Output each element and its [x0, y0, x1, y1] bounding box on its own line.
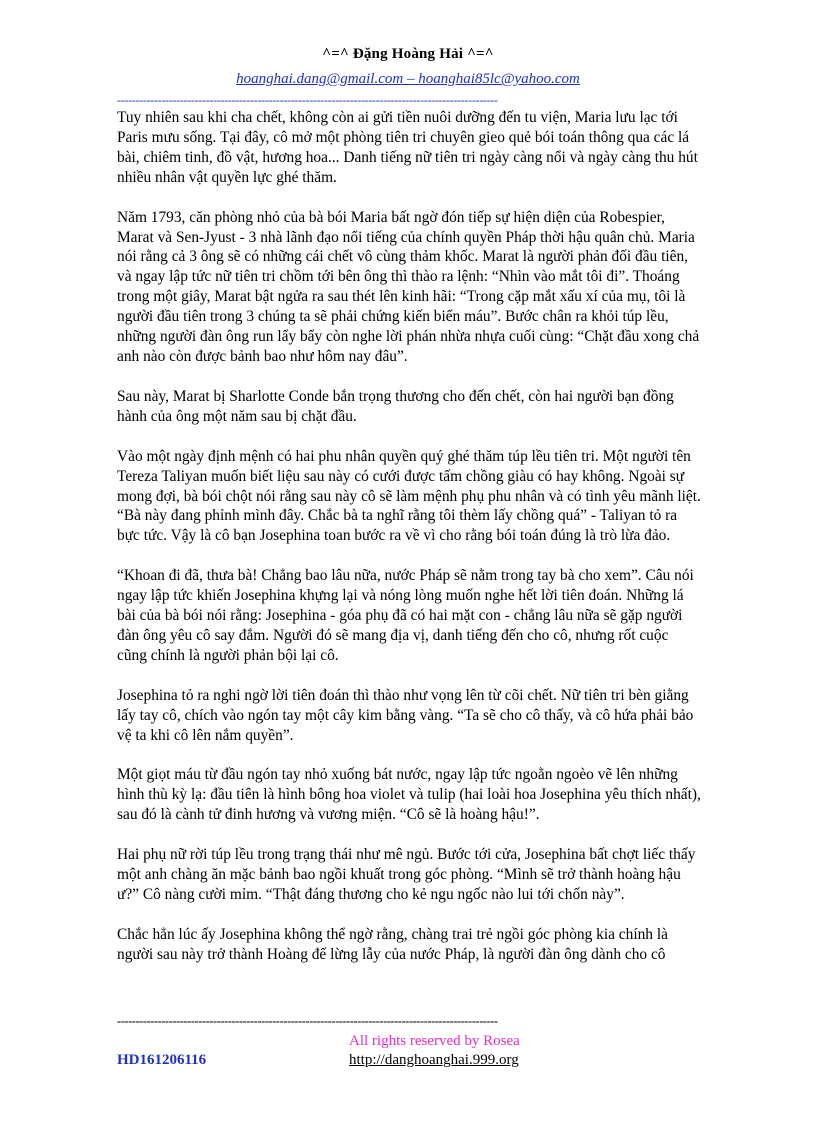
document-code: HD161206116 [117, 1052, 207, 1068]
paragraph: Sau này, Marat bị Sharlotte Conde bắn trọng thương cho đến chết, còn hai người bạn đồng hành của ông một năm sau bị chặt đầu. [117, 387, 674, 425]
paragraph: Chắc hẳn lúc ấy Josephina không thể ngờ rằng, chàng trai trẻ ngồi góc phòng kia chính là người sau này trở thành Hoàng đế lừng lẫy của nước Pháp, là người đàn ông dành cho cô [117, 925, 668, 963]
paragraph: Josephina tỏ ra nghi ngờ lời tiên đoán thì thào như vọng lên từ cõi chết. Nữ tiên tri bèn giằng lấy tay cô, chích vào ngón tay một cây kim bằng vàng. “Ta sẽ cho cô thấy, và cô hứa phải bảo vệ ta khi cô lên nắm quyền”. [117, 686, 694, 744]
link-separator: – [403, 71, 419, 87]
paragraph: Một giọt máu từ đầu ngón tay nhỏ xuống bát nước, ngay lập tức ngoằn ngoèo vẽ lên những hình thù kỳ lạ: đầu tiên là hình bông hoa violet và tulip (hai loài hoa Josephina yêu thích nhất), sau đó là cành tử đinh hương và vương miện. “Cô sẽ là hoàng hậu!”. [117, 766, 701, 824]
email-link-yahoo[interactable]: hoanghai85lc@yahoo.com [418, 71, 580, 87]
paragraph: Năm 1793, căn phòng nhỏ của bà bói Maria bất ngờ đón tiếp sự hiện diện của Robespier, Marat và Sen-Jyust - 3 nhà lãnh đạo nổi tiếng của chính quyền Pháp thời hậu quân chủ. Maria nói rằng cả 3 ông sẽ có những cái chết vô cùng thảm khốc. Marat là người phản đối đầu tiên, và ngay lập tức nữ tiên tri chồm tới bên ông thì thào ra lệnh: “Nhìn vào mắt tôi đi”. Thoáng trong một giây, Marat bật ngửa ra sau thét lên kinh hãi: “Trong cặp mắt xấu xí của mụ, tôi là người đầu tiên trong 3 chúng ta sẽ phải chứng kiến biển máu”. Bước chân ra khỏi túp lều, những người đàn ông run lẩy bẩy còn nghe lời phán nhừa nhựa cuối cùng: “Chặt đầu xong chả anh nào còn được bảnh bao như hôm nay đâu”. [117, 208, 700, 365]
contact-links [0, 71, 816, 88]
article-body [117, 108, 701, 985]
paragraph: “Khoan đi đã, thưa bà! Chẳng bao lâu nữa, nước Pháp sẽ nằm trong tay bà cho xem”. Câu nói ngay lập tức khiến Josephina khựng lại và nóng lòng muốn nghe hết lời tiên đoán. Những lá bài của bà bói nói rằng: Josephina - góa phụ đã có hai mặt con - chẳng lâu nữa sẽ gặp người đàn ông yêu cô say đắm. Người đó sẽ mang địa vị, danh tiếng đến cho cô, nhưng rốt cuộc cũng chính là người phản bội lại cô. [117, 567, 694, 664]
author-title: ^=^ Đặng Hoàng Hải ^=^ [322, 46, 494, 62]
rights-notice: All rights reserved by Rosea [349, 1033, 520, 1049]
footer-divider: ------------------------------------------------------------------------------------------------------- [117, 1015, 498, 1027]
paragraph: Hai phụ nữ rời túp lều trong trạng thái như mê ngủ. Bước tới cửa, Josephina bất chợt liếc thấy một anh chàng ăn mặc bảnh bao ngồi khuất trong góc phòng. “Mình sẽ trở thành hoàng hậu ư?” Cô nàng cười mỉm. “Thật đáng thương cho kẻ ngu ngốc nào lui tới chốn này”. [117, 846, 696, 903]
paragraph: Tuy nhiên sau khi cha chết, không còn ai gửi tiền nuôi dưỡng đến tu viện, Maria lưu lạc tới Paris mưu sống. Tại đây, cô mở một phòng tiên tri chuyên gieo quẻ bói toán thông qua các lá bài, chiêm tinh, đồ vật, hương hoa... Danh tiếng nữ tiên tri ngày càng nổi và ngày càng thu hút nhiều nhân vật quyền lực ghé thăm. [117, 109, 698, 186]
paragraph: Vào một ngày định mệnh có hai phu nhân quyền quý ghé thăm túp lều tiên tri. Một người tên Tereza Taliyan muốn biết liệu sau này có cưới được tấm chồng giàu có hay không. Ngoài sự mong đợi, bà bói chột nói rằng sau này cô sẽ làm mệnh phụ phu nhân và có tình yêu mãnh liệt. “Bà này đang phỉnh mình đây. Chắc bà ta nghĩ rằng tôi thèm lấy chồng quá” - Taliyan tỏ ra bực tức. Vậy là cô bạn Josephina toan bước ra về vì cho rằng bói toán đúng là trò lừa đảo. [117, 447, 701, 545]
website-link[interactable]: http://danghoanghai.999.org [349, 1052, 519, 1068]
email-link-gmail[interactable]: hoanghai.dang@gmail.com [236, 71, 404, 87]
header-divider: ------------------------------------------------------------------------------------------------------- [117, 94, 498, 106]
